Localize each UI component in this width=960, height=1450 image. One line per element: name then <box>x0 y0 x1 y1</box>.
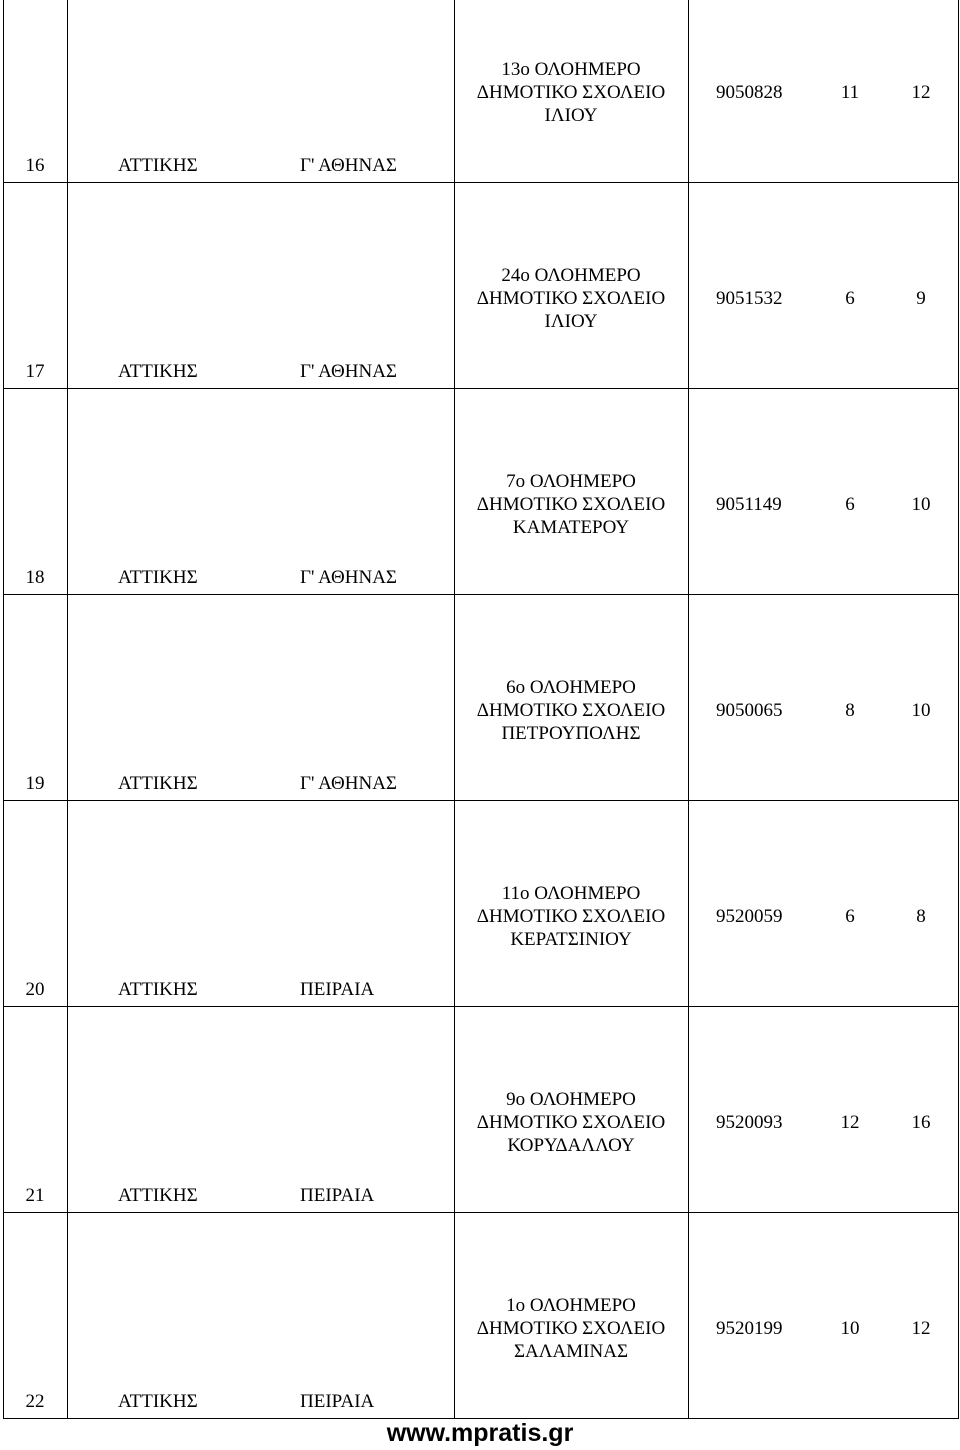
table-row-border <box>3 594 959 595</box>
row-directorate: ΠΕΙΡΑΙΑ <box>300 1185 375 1206</box>
table-col-border <box>454 0 455 1419</box>
row-value-2: 9 <box>916 288 926 309</box>
row-number: 21 <box>25 1185 45 1206</box>
row-value-2: 8 <box>916 906 926 927</box>
table-row-border <box>3 182 959 183</box>
row-directorate: ΠΕΙΡΑΙΑ <box>300 1391 375 1412</box>
row-value-2: 12 <box>911 82 931 103</box>
row-school-name-line: ΔΗΜΟΤΙΚΟ ΣΧΟΛΕΙΟ <box>476 906 666 927</box>
row-value-2: 12 <box>911 1318 931 1339</box>
row-school-name-line: 13ο ΟΛΟΗΜΕΡΟ <box>501 59 641 80</box>
row-region: ΑΤΤΙΚΗΣ <box>118 361 198 382</box>
row-school-name-line: 11ο ΟΛΟΗΜΕΡΟ <box>501 883 641 904</box>
row-value-1: 8 <box>845 700 855 721</box>
row-school-name-line: ΚΑΜΑΤΕΡΟΥ <box>512 517 630 538</box>
row-school-name-line: 24ο ΟΛΟΗΜΕΡΟ <box>501 265 641 286</box>
row-directorate: Γ' ΑΘΗΝΑΣ <box>300 155 397 176</box>
row-region: ΑΤΤΙΚΗΣ <box>118 1391 198 1412</box>
row-region: ΑΤΤΙΚΗΣ <box>118 155 198 176</box>
row-value-1: 6 <box>845 494 855 515</box>
row-school-name-line: 6ο ΟΛΟΗΜΕΡΟ <box>506 677 636 698</box>
row-value-1: 6 <box>845 906 855 927</box>
row-region: ΑΤΤΙΚΗΣ <box>118 773 198 794</box>
row-school-name-line: ΔΗΜΟΤΙΚΟ ΣΧΟΛΕΙΟ <box>476 82 666 103</box>
row-number: 19 <box>25 773 45 794</box>
row-school-name-line: ΣΑΛΑΜΙΝΑΣ <box>514 1341 628 1362</box>
table-row-border <box>3 1212 959 1213</box>
row-school-name-line: ΚΟΡΥΔΑΛΛΟΥ <box>507 1135 635 1156</box>
row-region: ΑΤΤΙΚΗΣ <box>118 1185 198 1206</box>
row-school-code: 9050065 <box>716 700 783 721</box>
row-school-code: 9520199 <box>716 1318 783 1339</box>
row-value-2: 10 <box>911 494 931 515</box>
row-school-name-line: 1ο ΟΛΟΗΜΕΡΟ <box>506 1295 636 1316</box>
row-value-1: 11 <box>840 82 860 103</box>
row-school-name-line: ΔΗΜΟΤΙΚΟ ΣΧΟΛΕΙΟ <box>476 494 666 515</box>
row-region: ΑΤΤΙΚΗΣ <box>118 567 198 588</box>
table-col-border <box>67 0 68 1419</box>
row-region: ΑΤΤΙΚΗΣ <box>118 979 198 1000</box>
table-right-border <box>958 0 959 1419</box>
row-number: 18 <box>25 567 45 588</box>
row-value-1: 10 <box>840 1318 860 1339</box>
row-school-code: 9051149 <box>716 494 782 515</box>
row-school-name-line: 7ο ΟΛΟΗΜΕΡΟ <box>506 471 636 492</box>
row-directorate: Γ' ΑΘΗΝΑΣ <box>300 567 397 588</box>
table-row-border <box>3 1006 959 1007</box>
row-school-name-line: ΔΗΜΟΤΙΚΟ ΣΧΟΛΕΙΟ <box>476 700 666 721</box>
row-school-name-line: ΙΛΙΟΥ <box>544 105 598 126</box>
row-school-name-line: 9ο ΟΛΟΗΜΕΡΟ <box>506 1089 636 1110</box>
row-school-name-line: ΔΗΜΟΤΙΚΟ ΣΧΟΛΕΙΟ <box>476 1112 666 1133</box>
table-col-border <box>688 0 689 1419</box>
row-number: 16 <box>25 155 45 176</box>
row-school-code: 9520093 <box>716 1112 783 1133</box>
table-row-border <box>3 800 959 801</box>
table-row-border <box>3 388 959 389</box>
row-school-code: 9520059 <box>716 906 783 927</box>
row-value-1: 6 <box>845 288 855 309</box>
row-number: 20 <box>25 979 45 1000</box>
row-school-name-line: ΔΗΜΟΤΙΚΟ ΣΧΟΛΕΙΟ <box>476 1318 666 1339</box>
row-school-code: 9051532 <box>716 288 783 309</box>
row-value-1: 12 <box>840 1112 860 1133</box>
row-value-2: 16 <box>911 1112 931 1133</box>
row-directorate: ΠΕΙΡΑΙΑ <box>300 979 375 1000</box>
row-number: 17 <box>25 361 45 382</box>
row-number: 22 <box>25 1391 45 1412</box>
row-school-name-line: ΙΛΙΟΥ <box>544 311 598 332</box>
row-directorate: Γ' ΑΘΗΝΑΣ <box>300 361 397 382</box>
row-school-name-line: ΔΗΜΟΤΙΚΟ ΣΧΟΛΕΙΟ <box>476 288 666 309</box>
row-value-2: 10 <box>911 700 931 721</box>
row-school-name-line: ΚΕΡΑΤΣΙΝΙΟΥ <box>510 929 632 950</box>
row-school-name-line: ΠΕΤΡΟΥΠΟΛΗΣ <box>501 723 641 744</box>
row-school-code: 9050828 <box>716 82 783 103</box>
row-directorate: Γ' ΑΘΗΝΑΣ <box>300 773 397 794</box>
footer-url: www.mpratis.gr <box>386 1419 574 1447</box>
